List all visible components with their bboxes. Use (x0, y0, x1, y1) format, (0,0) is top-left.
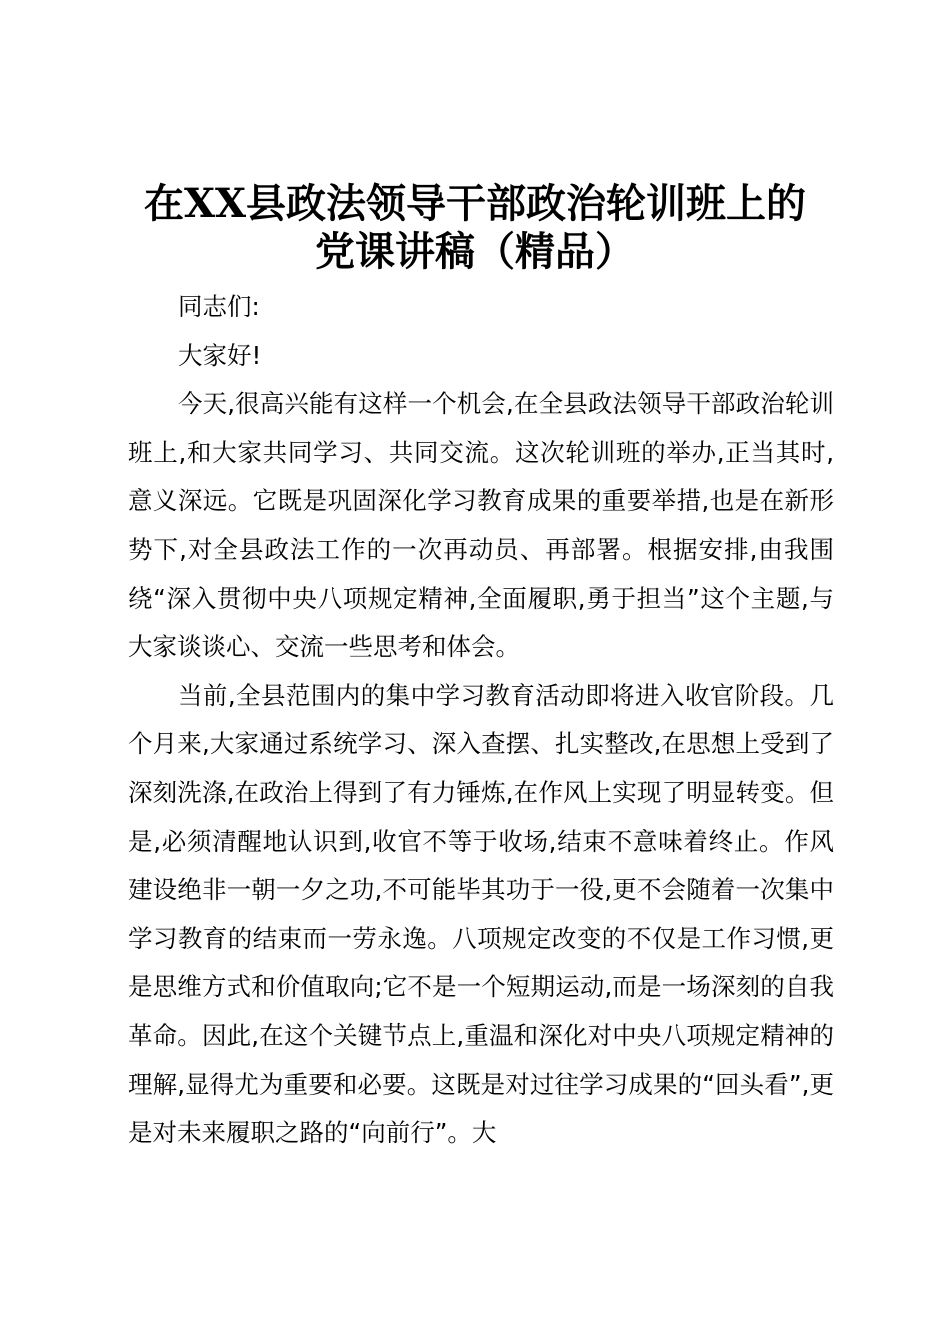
title-line-2: 党课讲稿（精品） (315, 228, 635, 275)
document-body (128, 283, 834, 1158)
greeting: 大家好! (178, 340, 262, 370)
body-paragraph: 当前,全县范围内的集中学习教育活动即将进入收官阶段。几个月来,大家通过系统学习、深入查摆、扎实整改,在思想上受到了深刻洗涤,在政治上得到了有力锤炼,在作风上实现了明显转变。但是,必须清醒地认识到,收官不等于收场,结束不意味着终止。作风建设绝非一朝一夕之功,不可能毕其功于一役,更不会随着一次集中学习教育的结束而一劳永逸。八项规定改变的不仅是工作习惯,更是思维方式和价值取向;它不是一个短期运动,而是一场深刻的自我革命。因此,在这个关键节点上,重温和深化对中央八项规定精神的理解,显得尤为重要和必要。这既是对过往学习成果的“回头看”,更是对未来履职之路的“向前行”。大 (128, 680, 834, 1148)
salutation: 同志们: (178, 292, 260, 321)
body-paragraph: 今天,很高兴能有这样一个机会,在全县政法领导干部政治轮训班上,和大家共同学习、共同交流。这次轮训班的举办,正当其时,意义深远。它既是巩固深化学习教育成果的重要举措,也是在新形势下,对全县政法工作的一次再动员、再部署。根据安排,由我围绕“深入贯彻中央八项规定精神,全面履职,勇于担当”这个主题,与大家谈谈心、交流一些思考和体会。 (128, 389, 834, 662)
title-line-1: 在XX县政法领导干部政治轮训班上的 (143, 180, 807, 227)
document-title (80, 180, 870, 276)
